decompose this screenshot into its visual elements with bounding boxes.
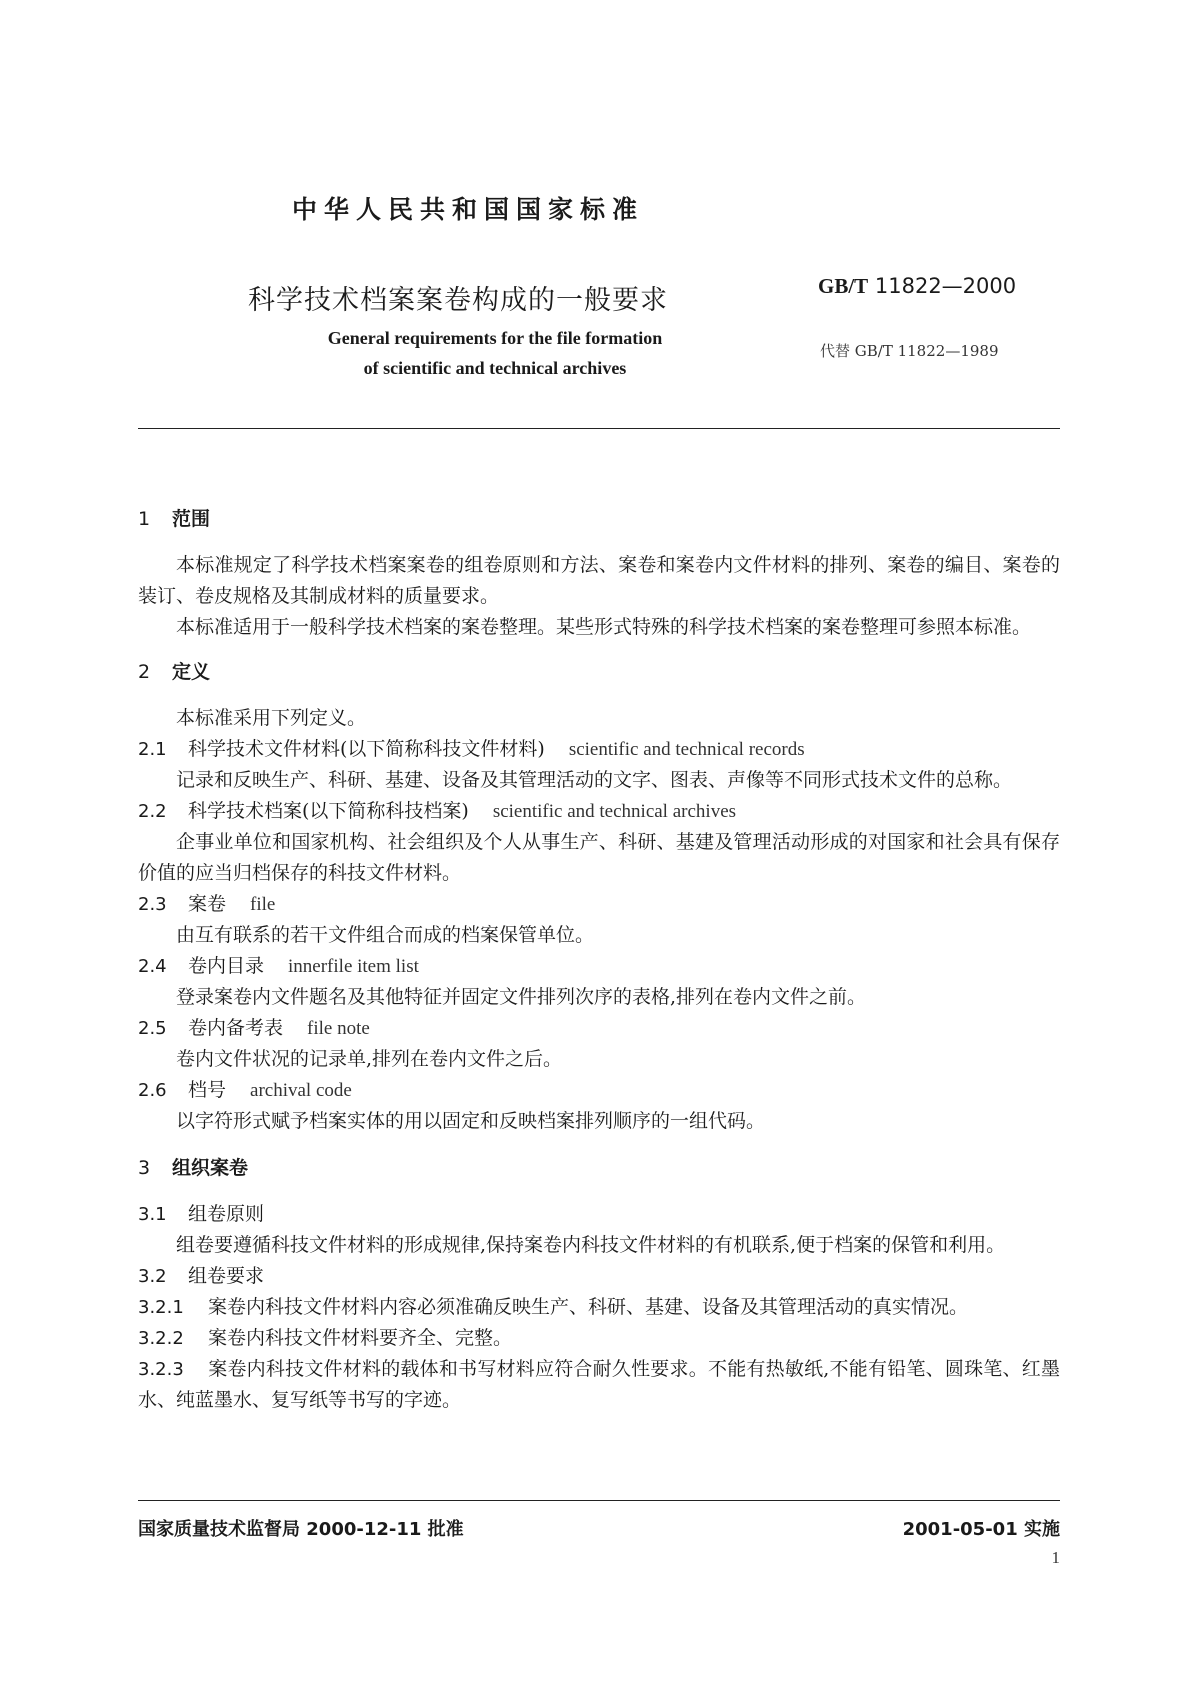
term-en: archival code (250, 1080, 352, 1101)
document-title: 科学技术档案案卷构成的一般要求 (248, 285, 668, 316)
term-en: file note (307, 1018, 370, 1039)
footer-divider (138, 1500, 1060, 1501)
term-cn: 档号 (188, 1079, 227, 1101)
clause-text: 案卷内科技文件材料的载体和书写材料应符合耐久性要求。不能有热敏纸,不能有铅笔、圆珠笔、红墨水、纯蓝墨水、复写纸等书写的字迹。 (138, 1358, 1060, 1411)
document-body (138, 502, 1060, 1416)
section-title: 组织案卷 (172, 1157, 249, 1179)
definition-term (138, 1075, 1060, 1106)
clause-heading (138, 1261, 1060, 1292)
paragraph: 组卷要遵循科技文件材料的形成规律,保持案卷内科技文件材料的有机联系,便于档案的保管和利用。 (176, 1234, 1006, 1256)
clause-number: 3.1 (138, 1204, 167, 1225)
clause-heading (138, 1199, 1060, 1230)
clause-number: 2.1 (138, 739, 167, 760)
section-heading (138, 1151, 1060, 1185)
paragraph: 本标准规定了科学技术档案案卷的组卷原则和方法、案卷和案卷内文件材料的排列、案卷的编目、案卷的装订、卷皮规格及其制成材料的质量要求。 (138, 554, 1060, 607)
page-number: 1 (1051, 1548, 1060, 1567)
clause-number: 2.2 (138, 801, 167, 822)
term-cn: 科学技术档案(以下简称科技档案) (188, 800, 469, 822)
section-number: 2 (138, 661, 151, 683)
approval-line: 国家质量技术监督局 2000-12-11 批准 (138, 1519, 464, 1540)
definition-text: 由互有联系的若干文件组合而成的档案保管单位。 (176, 924, 595, 946)
definition-text: 企事业单位和国家机构、社会组织及个人从事生产、科研、基建及管理活动形成的对国家和社会具有保存价值的应当归档保存的科技文件材料。 (138, 831, 1060, 884)
definition-term (138, 1013, 1060, 1044)
standard-code-number: 11822—2000 (874, 274, 1017, 298)
clause (138, 1323, 1060, 1354)
clause-number: 2.4 (138, 956, 167, 977)
term-cn: 科学技术文件材料(以下简称科技文件材料) (188, 738, 545, 760)
clause-number: 3.2.2 (138, 1328, 184, 1349)
clause (138, 1292, 1060, 1323)
section-title: 定义 (172, 661, 211, 683)
term-cn: 卷内备考表 (188, 1017, 284, 1039)
english-title-line1: General requirements for the file formation (327, 328, 663, 348)
definition-text: 记录和反映生产、科研、基建、设备及其管理活动的文字、图表、声像等不同形式技术文件的总称。 (176, 769, 1013, 791)
clause-number: 2.5 (138, 1018, 167, 1039)
section-heading (138, 655, 1060, 689)
header-divider (138, 428, 1060, 429)
replaces-note: 代替 GB/T 11822—1989 (820, 342, 999, 360)
definition-term (138, 734, 1060, 765)
term-en: file (250, 894, 276, 915)
clause-number: 3.2 (138, 1266, 167, 1287)
section-heading (138, 502, 1060, 536)
definition-text: 以字符形式赋予档案实体的用以固定和反映档案排列顺序的一组代码。 (176, 1110, 766, 1132)
clause-text: 案卷内科技文件材料要齐全、完整。 (208, 1327, 513, 1349)
clause-number: 2.3 (138, 894, 167, 915)
paragraph: 本标准采用下列定义。 (176, 707, 367, 729)
term-en: innerfile item list (288, 956, 419, 977)
clause-number: 2.6 (138, 1080, 167, 1101)
implementation-line: 2001-05-01 实施 (902, 1519, 1060, 1540)
term-en: scientific and technical records (568, 739, 805, 760)
standard-code (818, 274, 1016, 299)
clause-text: 案卷内科技文件材料内容必须准确反映生产、科研、基建、设备及其管理活动的真实情况。 (208, 1296, 969, 1318)
paragraph: 本标准适用于一般科学技术档案的案卷整理。某些形式特殊的科学技术档案的案卷整理可参照本标准。 (176, 616, 1032, 638)
section-number: 3 (138, 1157, 151, 1179)
term-cn: 卷内目录 (188, 955, 265, 977)
term-cn: 案卷 (188, 893, 227, 915)
definition-term (138, 889, 1060, 920)
clause-title: 组卷原则 (188, 1203, 265, 1225)
term-en: scientific and technical archives (492, 801, 737, 822)
clause-title: 组卷要求 (188, 1265, 265, 1287)
section-title: 范围 (172, 508, 211, 530)
definition-text: 卷内文件状况的记录单,排列在卷内文件之后。 (176, 1048, 563, 1070)
clause-number: 3.2.1 (138, 1297, 184, 1318)
standard-code-prefix: GB/T (818, 274, 869, 298)
definition-term (138, 796, 1060, 827)
section-number: 1 (138, 508, 151, 530)
national-standard-label: 中华人民共和国国家标准 (292, 195, 645, 224)
english-title-line2: of scientific and technical archives (363, 358, 627, 378)
clause (138, 1354, 1060, 1416)
definition-term (138, 951, 1060, 982)
definition-text: 登录案卷内文件题名及其他特征并固定文件排列次序的表格,排列在卷内文件之前。 (176, 986, 867, 1008)
clause-number: 3.2.3 (138, 1359, 184, 1380)
